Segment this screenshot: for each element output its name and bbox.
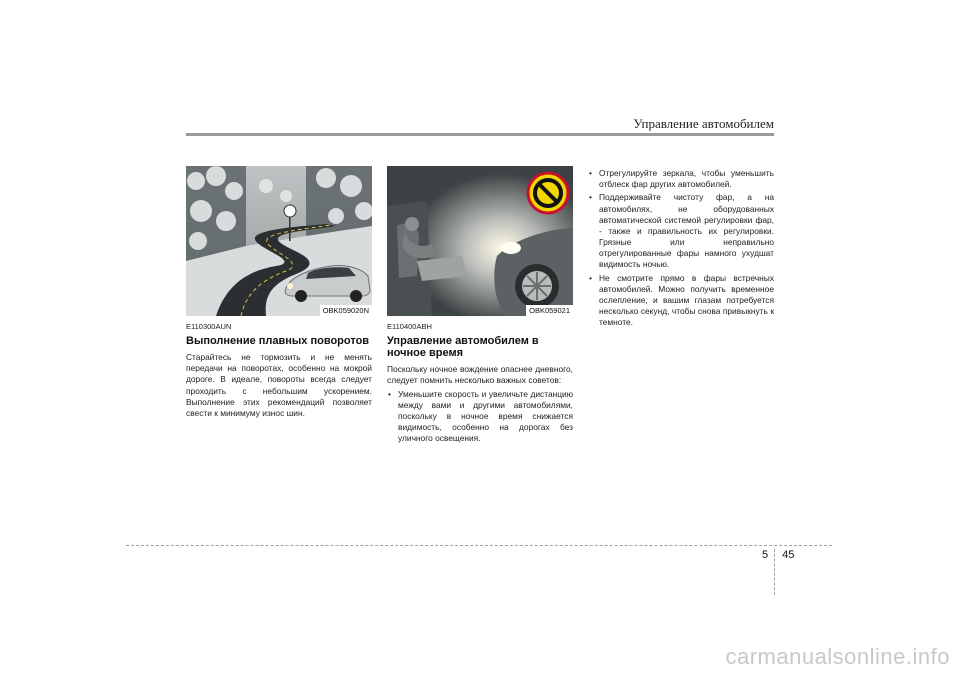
tips-list <box>387 389 573 445</box>
left-column <box>186 166 372 419</box>
section-heading: Выполнение плавных поворотов <box>186 335 370 347</box>
list-item: • Не смотрите прямо в фары встречных автомобилей. Можно получить временное ослепление, и вашим глазам потребуется несколько секунд, чтобы снова привыкнуть к темноте. <box>588 273 774 329</box>
section-intro: Поскольку ночное вождение опаснее дневного, следует помнить несколько важных советов: <box>387 364 573 386</box>
night-driving-image <box>387 166 573 316</box>
section-heading: Управление автомобилем в ночное время <box>387 335 539 360</box>
page-number <box>762 549 794 595</box>
list-item: • Уменьшите скорость и увеличьте дистанцию между вами и другими автомобилями, поскольку в ночное время снижается видимость, особенно на дорогах без уличного освещения. <box>387 389 573 445</box>
night-driving-illustration <box>387 166 573 316</box>
section-code: E110400ABH <box>387 322 432 331</box>
right-column <box>588 166 774 330</box>
list-item: • Отрегулируйте зеркала, чтобы уменьшить отблеск фар других автомобилей. <box>588 168 774 190</box>
list-item: • Поддерживайте чистоту фар, а на автомобилях, не оборудованных автоматической системой регулировки фар, - также и правильность их регулировки. Грязные или неправильно отрегулированные фары намного ухудшат видимость ночью. <box>588 192 774 270</box>
section-code: E110300AUN <box>186 322 232 331</box>
footer-rule <box>126 545 832 546</box>
winding-road-illustration <box>186 166 372 316</box>
winding-road-image <box>186 166 372 316</box>
figure-label: OBK059021 <box>526 305 573 316</box>
middle-column <box>387 166 573 445</box>
section-number: 5 <box>762 549 769 561</box>
tips-list-continued <box>588 168 774 328</box>
header-rule <box>186 133 774 136</box>
page-index: 45 <box>782 549 795 561</box>
figure-label: OBK059020N <box>320 305 372 316</box>
page-number-divider <box>774 549 776 595</box>
section-body: Старайтесь не тормозить и не менять передачи на поворотах, особенно на мокрой дороге. В идеале, повороты всегда следует проходить с небольшим ускорением. Выполнение этих рекомендаций позволяет свести к минимуму износ шин. <box>186 352 372 418</box>
watermark: carmanualsonline.info <box>725 644 950 669</box>
chapter-title: Управление автомобилем <box>633 116 774 131</box>
